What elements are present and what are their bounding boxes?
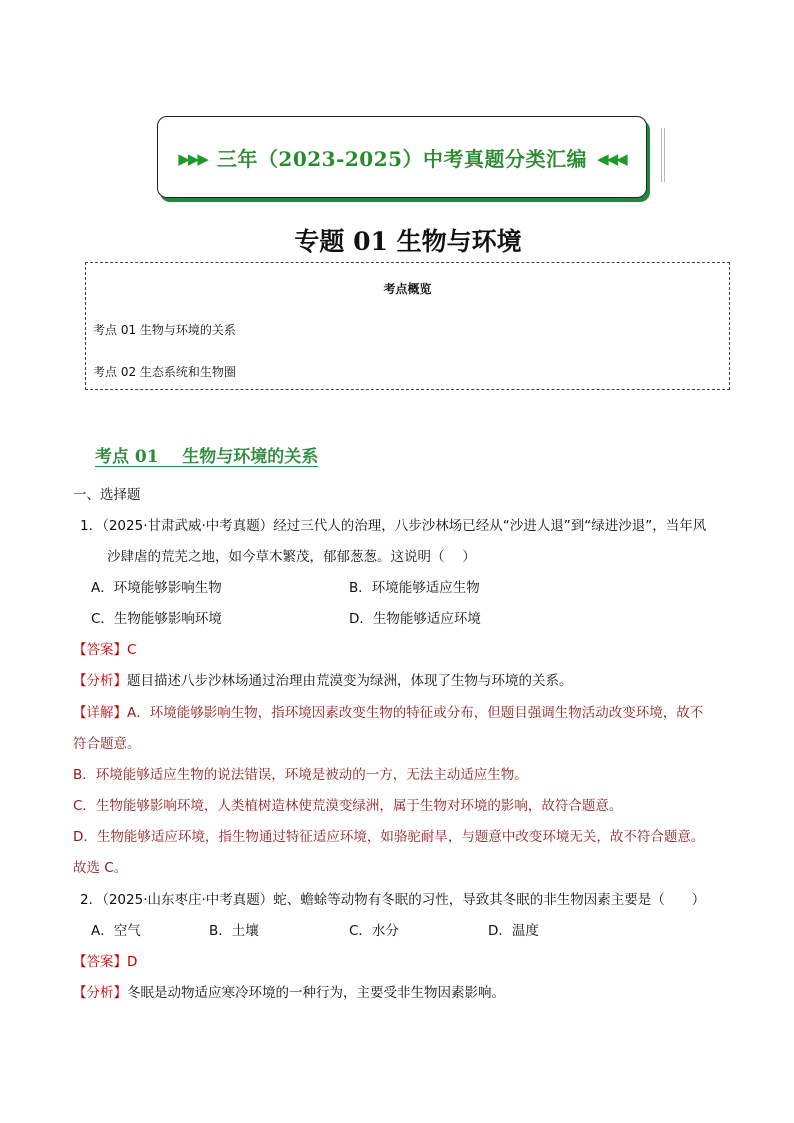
- q1-option-a: A．环境能够影响生物: [91, 580, 222, 596]
- banner-edge-decoration: [661, 128, 665, 182]
- q1-option-d: D．生物能够适应环境: [349, 611, 481, 627]
- q1-detail-line2: 符合题意。: [73, 736, 141, 752]
- analysis-label: 【分析】: [73, 673, 127, 689]
- q2-answer: [73, 950, 137, 970]
- analysis-text: 题目描述八步沙林场通过治理由荒漠变为绿洲，体现了生物与环境的关系。: [127, 673, 573, 689]
- analysis-label: 【分析】: [73, 985, 127, 1001]
- banner-text: 三年（2023-2025）中考真题分类汇编: [216, 146, 588, 171]
- answer-value: D: [127, 954, 138, 970]
- right-arrows-icon: ▶▶▶: [178, 149, 207, 168]
- overview-heading: 考点概览: [383, 282, 432, 296]
- q1-stem-line2: 沙肆虐的荒芜之地，如今草木繁茂，郁郁葱葱。这说明（ ）: [107, 549, 476, 565]
- q1-analysis: [73, 669, 573, 689]
- answer-label: 【答案】: [73, 642, 127, 658]
- q2-option-a: A．空气: [91, 923, 141, 939]
- banner-box: [157, 116, 647, 198]
- q1-detail-line1: [73, 701, 703, 721]
- q1-detail-line5: D．生物能够适应环境，指生物通过特征适应环境，如骆驼耐旱，与题意中改变环境无关，故不符合题意。: [73, 829, 705, 845]
- answer-value: C: [127, 642, 137, 658]
- page-title: 专题 01 生物与环境: [294, 227, 522, 256]
- q2-analysis: [73, 981, 505, 1001]
- q2-option-d: D．温度: [488, 923, 539, 939]
- part-label: 一、选择题: [73, 487, 141, 503]
- overview-box: [85, 262, 730, 390]
- q1-option-c: C．生物能够影响环境: [91, 611, 222, 627]
- overview-item-2: 考点 02 生态系统和生物圈: [93, 365, 236, 379]
- banner-title: [178, 143, 625, 172]
- q1-answer: [73, 638, 136, 658]
- answer-label: 【答案】: [73, 954, 127, 970]
- q2-option-b: B．土壤: [209, 923, 259, 939]
- q1-detail-line6: 故选 C。: [73, 860, 128, 876]
- detail-label: 【详解】: [73, 705, 127, 721]
- q1-detail-line4: C．生物能够影响环境，人类植树造林使荒漠变绿洲，属于生物对环境的影响，故符合题意。: [73, 798, 623, 814]
- q1-stem-line1: 1．（2025·甘肃武威·中考真题）经过三代人的治理，八步沙林场已经从“沙进人退”到“绿进沙退”，当年风: [80, 518, 707, 534]
- q2-option-c: C．水分: [349, 923, 399, 939]
- detail-text: A．环境能够影响生物，指环境因素改变生物的特征或分布，但题目强调生物活动改变环境，故不: [127, 705, 704, 721]
- q1-detail-line3: B．环境能够适应生物的说法错误，环境是被动的一方，无法主动适应生物。: [73, 767, 528, 783]
- analysis-text: 冬眠是动物适应寒冷环境的一种行为，主要受非生物因素影响。: [127, 985, 505, 1001]
- overview-item-1: 考点 01 生物与环境的关系: [93, 323, 236, 337]
- left-arrows-icon: ◀◀◀: [597, 149, 626, 168]
- q2-stem: 2．（2025·山东枣庄·中考真题）蛇、蟾蜍等动物有冬眠的习性，导致其冬眠的非生物因素主要是（ ）: [80, 892, 706, 908]
- section-heading: 考点 01 生物与环境的关系: [95, 447, 319, 467]
- q1-option-b: B．环境能够适应生物: [349, 580, 480, 596]
